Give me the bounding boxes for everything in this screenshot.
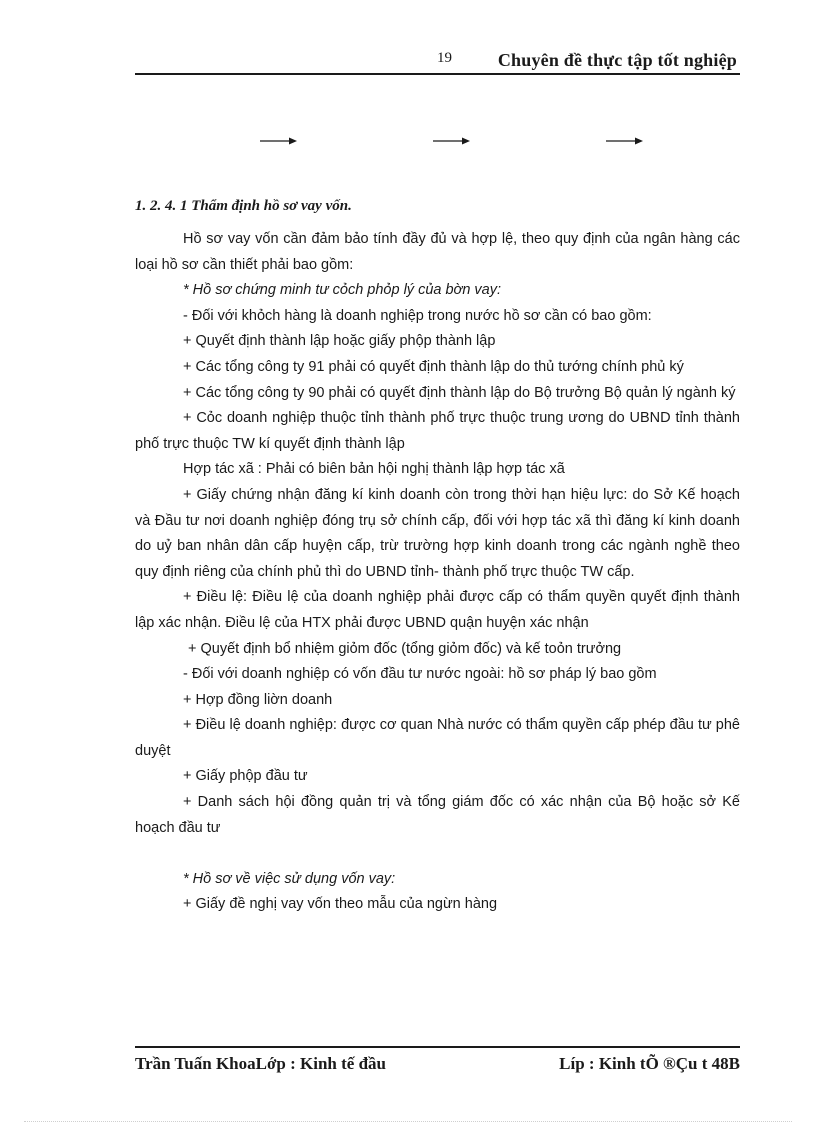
paragraph: - Đối với khỏch hàng là doanh nghiệp trong nước hồ sơ cần có bao gồm:: [183, 307, 652, 324]
paragraph: + Các tổng công ty 91 phải có quyết định thành lập do thủ tướng chính phủ ký: [183, 358, 684, 375]
right-arrow-icon: [259, 134, 299, 148]
page-number: 19: [437, 50, 452, 66]
footer-rule: [135, 1046, 740, 1048]
footer-author: Trần Tuấn KhoaLớp : Kinh tế đầu: [135, 1054, 386, 1073]
paragraph-subheading: * Hồ sơ về việc sử dụng vốn vay:: [183, 870, 396, 887]
paragraph: + Quyết định bổ nhiệm giỏm đốc (tổng giỏm đốc) và kế toỏn trưởng: [188, 640, 622, 657]
paragraph: + Điều lệ doanh nghiệp: được cơ quan Nhà nước có thẩm quyền cấp phép đầu tư phê duyệt: [135, 717, 740, 759]
paragraph: + Quyết định thành lập hoặc giấy phộp thành lập: [183, 333, 496, 350]
paragraph: + Giấy chứng nhận đăng kí kinh doanh còn trong thời hạn hiệu lực: do Sở Kế hoạch và Đầu tư nơi doanh nghiệp đóng trụ sở chính cấp, đối với hợp tác xã thì đăng kí kinh doanh do uỷ ban nhân dân cấp huyện cấp, trừ trường hợp kinh doanh trong các ngành nghề theo quy định riêng của chính phủ thì do UBND tỉnh- thành phố trực thuộc TW cấp.: [135, 486, 740, 580]
page-edge: [24, 1121, 792, 1122]
page-header: [0, 50, 816, 74]
paragraph: + Điều lệ: Điều lệ của doanh nghiệp phải được cấp có thẩm quyền quyết định thành lập xác nhận. Điều lệ của HTX phải được UBND quận huyện xác nhận: [135, 589, 740, 631]
paragraph-subheading: * Hồ sơ chứng minh tư cỏch phỏp lý của bờn vay:: [183, 282, 502, 299]
document-body: [135, 227, 740, 918]
header-rule: [135, 73, 740, 75]
paragraph: + Danh sách hội đồng quản trị và tổng giám đốc có xác nhận của Bộ hoặc sở Kế hoạch đầu tư: [135, 794, 740, 836]
paragraph: + Cỏc doanh nghiệp thuộc tỉnh thành phố trực thuộc trung ương do UBND tỉnh thành phố trực thuộc TW kí quyết định thành lập: [135, 410, 740, 452]
right-arrow-icon: [605, 134, 645, 148]
page-footer: [0, 1054, 816, 1078]
paragraph: + Các tổng công ty 90 phải có quyết định thành lập do Bộ trưởng Bộ quản lý ngành ký: [183, 384, 736, 401]
paragraph: - Đối với doanh nghiệp có vốn đầu tư nước ngoài: hồ sơ pháp lý bao gồm: [183, 666, 657, 683]
section-heading: 1. 2. 4. 1 Thẩm định hồ sơ vay vốn.: [135, 198, 352, 214]
paragraph: + Giấy phộp đầu tư: [183, 768, 308, 785]
right-arrow-icon: [432, 134, 472, 148]
header-title: Chuyên đề thực tập tốt nghiệp: [497, 50, 737, 70]
paragraph: + Giấy đề nghị vay vốn theo mẫu của ngừn hàng: [183, 896, 498, 913]
paragraph: Hồ sơ vay vốn cần đảm bảo tính đầy đủ và hợp lệ, theo quy định của ngân hàng các loại hồ sơ cần thiết phải bao gồm:: [135, 231, 740, 273]
paragraph: Hợp tác xã : Phải có biên bản hội nghị thành lập hợp tác xã: [183, 461, 565, 478]
footer-class: Líp : Kinh tÕ ®Çu t 48B: [559, 1054, 740, 1073]
paragraph: + Hợp đồng liờn doanh: [183, 691, 333, 708]
